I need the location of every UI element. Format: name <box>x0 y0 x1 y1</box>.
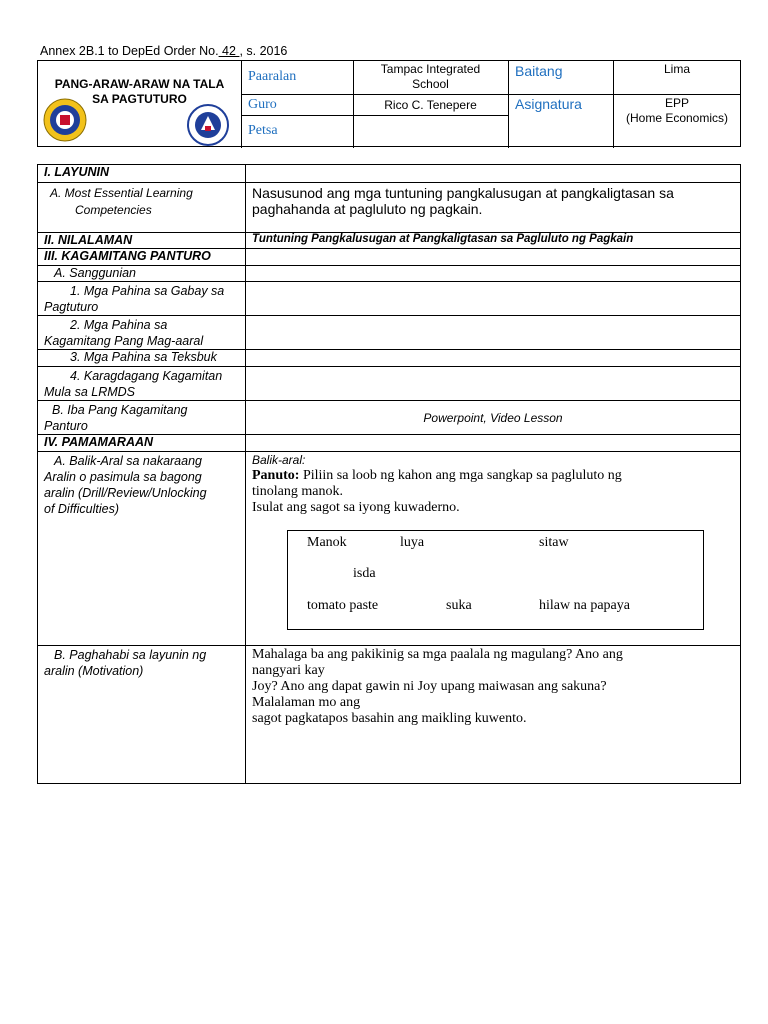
ingredient-item: sitaw <box>539 535 569 550</box>
lesson-plan-table <box>37 164 741 784</box>
ingredient-item: suka <box>446 598 472 613</box>
annex-number: 42 <box>218 44 240 58</box>
melc-value: Nasusunod ang mga tuntuning pangkalusugan at pangkaligtasan sa paghahanda at pagluluto ng pagkain. <box>246 183 741 233</box>
ingredient-item: Manok <box>307 535 347 550</box>
table-row <box>38 249 741 266</box>
table-row <box>38 401 741 435</box>
guro-label: Guro <box>248 97 277 112</box>
kagamitan-heading: III. KAGAMITANG PANTURO <box>38 249 246 266</box>
guro-value: Rico C. Tenepere <box>384 98 477 112</box>
doc-title: PANG-ARAW-ARAW NA TALA SA PAGTUTURO <box>54 77 225 106</box>
deped-seal-icon <box>187 104 229 146</box>
school-seal-icon <box>43 98 87 142</box>
sanggunian-label: A. Sanggunian <box>38 266 246 282</box>
ingredient-item: luya <box>400 535 425 550</box>
table-row <box>38 316 741 350</box>
table-row <box>38 367 741 401</box>
iba-label: B. Iba Pang Kagamitang Panturo <box>38 401 246 435</box>
annex-reference <box>40 44 287 58</box>
gabay-label: 1. Mga Pahina sa Gabay sa Pagtuturo <box>38 282 246 316</box>
isulat-instruction: Isulat ang sagot sa iyong kuwaderno. <box>252 500 460 515</box>
asignatura-label: Asignatura <box>515 96 582 112</box>
paghahabi-label: B. Paghahabi sa layunin ng aralin (Motivation) <box>38 646 246 784</box>
pamamaraan-heading: IV. PAMAMARAAN <box>38 435 246 452</box>
ingredient-box <box>287 530 704 630</box>
annex-prefix: Annex 2B.1 to DepEd Order No. <box>40 44 219 58</box>
balik-aral-heading: Balik-aral: <box>252 453 306 467</box>
ingredient-item: hilaw na papaya <box>539 598 630 613</box>
asignatura-value: EPP (Home Economics) <box>625 96 729 125</box>
table-row <box>38 435 741 452</box>
table-row <box>38 350 741 367</box>
annex-suffix: , s. 2016 <box>239 44 288 58</box>
baitang-value: Lima <box>663 62 690 76</box>
paghahabi-content: Mahalaga ba ang pakikinig sa mga paalala ng magulang? Ano ang nangyari kay Joy? Ano ang dapat gawin ni Joy upang maiwasan ang sakuna? Malalaman mo ang sagot pagkatapos basahin ang maikling kuwento. <box>246 646 741 784</box>
paaralan-value: Tampac Integrated School <box>380 62 481 91</box>
melc-label: A. Most Essential Learning Competencies <box>38 183 246 233</box>
table-row <box>38 282 741 316</box>
table-row <box>38 165 741 183</box>
kagamitan-mag-aaral-label: 2. Mga Pahina sa Kagamitang Pang Mag-aaral <box>38 316 246 350</box>
petsa-label: Petsa <box>248 123 278 138</box>
table-row <box>38 233 741 249</box>
balik-aral-content: Balik-aral: Panuto: Piliin sa loob ng kahon ang mga sangkap sa pagluluto ng tinolang manok. Isulat ang sagot sa iyong kuwaderno. Manok luya sitaw isda tomato paste suka hilaw na papaya <box>246 452 741 646</box>
karagdagang-label: 4. Karagdagang Kagamitan Mula sa LRMDS <box>38 367 246 401</box>
teksbuk-label: 3. Mga Pahina sa Teksbuk <box>38 350 246 367</box>
layunin-heading: I. LAYUNIN <box>38 165 246 183</box>
balik-aral-label: A. Balik-Aral sa nakaraang Aralin o pasimula sa bagong aralin (Drill/Review/Unlocking of Difficulties) <box>38 452 246 646</box>
nilalaman-heading: II. NILALAMAN <box>38 233 246 249</box>
nilalaman-value: Tuntuning Pangkalusugan at Pangkaligtasan sa Pagluluto ng Pagkain <box>246 233 741 249</box>
baitang-label: Baitang <box>515 63 563 79</box>
ingredient-item: tomato paste <box>307 598 379 613</box>
table-row <box>38 183 741 233</box>
paaralan-label: Paaralan <box>248 69 297 84</box>
table-row <box>38 452 741 646</box>
header-table <box>37 60 741 147</box>
panuto: Panuto: Piliin sa loob ng kahon ang mga sangkap sa pagluluto ng <box>252 468 622 483</box>
iba-value: Powerpoint, Video Lesson <box>246 401 741 435</box>
table-row <box>38 266 741 282</box>
ingredient-item: isda <box>353 566 376 581</box>
table-row <box>38 646 741 784</box>
